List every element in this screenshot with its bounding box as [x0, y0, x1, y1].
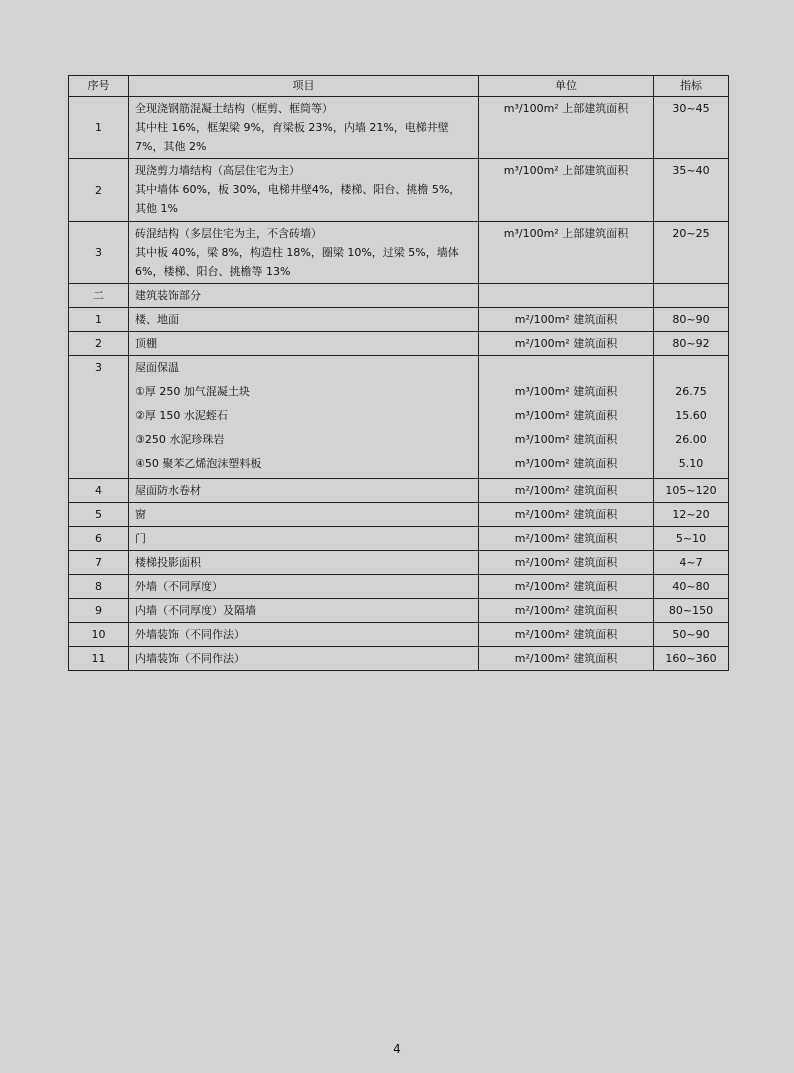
header-item: 项目	[129, 76, 479, 97]
row-no: 8	[69, 575, 129, 599]
row-value: 105~120	[654, 479, 729, 503]
sub-item: ③250 水泥珍珠岩	[135, 433, 225, 446]
row-no: 3	[69, 222, 129, 284]
row-item-line: 其他 1%	[135, 202, 178, 215]
row-item: 内墙（不同厚度）及隔墙	[129, 599, 479, 623]
table-row	[69, 159, 729, 222]
table-row	[69, 356, 729, 479]
row-value: 50~90	[654, 623, 729, 647]
row-value: 160~360	[654, 647, 729, 671]
table-row	[69, 479, 729, 503]
sub-value-blank	[660, 356, 722, 380]
row-item	[129, 222, 479, 284]
row-unit: m²/100m² 建筑面积	[479, 503, 654, 527]
row-value: 4~7	[654, 551, 729, 575]
table-row	[69, 575, 729, 599]
table-header-row	[69, 76, 729, 97]
sub-unit-blank	[485, 356, 647, 380]
table-row	[69, 97, 729, 159]
row-value: 20~25	[654, 222, 729, 284]
sub-value: 26.00	[675, 433, 707, 446]
row-no: 10	[69, 623, 129, 647]
index-table	[68, 75, 729, 671]
row-value: 30~45	[654, 97, 729, 159]
row-item	[129, 356, 479, 479]
row-no: 1	[69, 97, 129, 159]
sub-value: 15.60	[675, 409, 707, 422]
table-row	[69, 527, 729, 551]
row-value: 80~92	[654, 332, 729, 356]
row-item: 窗	[129, 503, 479, 527]
row-unit: m²/100m² 建筑面积	[479, 308, 654, 332]
row-no: 1	[69, 308, 129, 332]
row-item-line: 砖混结构（多层住宅为主，不含砖墙）	[135, 227, 322, 240]
row-no: 11	[69, 647, 129, 671]
sub-value: 26.75	[675, 385, 707, 398]
row-unit: m³/100m² 上部建筑面积	[479, 159, 654, 222]
row-value	[654, 284, 729, 308]
row-unit: m²/100m² 建筑面积	[479, 332, 654, 356]
row-item: 门	[129, 527, 479, 551]
table-row	[69, 623, 729, 647]
header-value: 指标	[654, 76, 729, 97]
row-item-line: 7%，其他 2%	[135, 140, 207, 153]
sub-item: ①厚 250 加气混凝土块	[135, 385, 250, 398]
sub-item: ②厚 150 水泥蛭石	[135, 409, 228, 422]
section-title: 建筑装饰部分	[129, 284, 479, 308]
row-value	[654, 356, 729, 479]
row-item: 外墙装饰（不同作法）	[129, 623, 479, 647]
row-item	[129, 159, 479, 222]
row-item-line: 现浇剪力墙结构（高层住宅为主）	[135, 164, 300, 177]
sub-unit: m³/100m² 建筑面积	[514, 385, 618, 398]
row-no: 9	[69, 599, 129, 623]
row-value: 35~40	[654, 159, 729, 222]
row-item	[129, 97, 479, 159]
row-unit: m³/100m² 上部建筑面积	[479, 222, 654, 284]
header-unit: 单位	[479, 76, 654, 97]
row-unit: m²/100m² 建筑面积	[479, 551, 654, 575]
section-no: 二	[69, 284, 129, 308]
row-no: 4	[69, 479, 129, 503]
row-item-line: 其中柱 16%，框架梁 9%，育梁板 23%，内墙 21%，电梯井壁	[135, 121, 449, 134]
row-item-line: 屋面保温	[135, 361, 179, 374]
row-unit: m³/100m² 上部建筑面积	[479, 97, 654, 159]
row-item: 内墙装饰（不同作法）	[129, 647, 479, 671]
header-no: 序号	[69, 76, 129, 97]
row-unit: m²/100m² 建筑面积	[479, 623, 654, 647]
sub-unit: m³/100m² 建筑面积	[514, 409, 618, 422]
section-row	[69, 284, 729, 308]
row-unit: m²/100m² 建筑面积	[479, 599, 654, 623]
row-unit	[479, 284, 654, 308]
row-item: 楼、地面	[129, 308, 479, 332]
table-row	[69, 308, 729, 332]
row-value: 5~10	[654, 527, 729, 551]
row-unit: m²/100m² 建筑面积	[479, 647, 654, 671]
sub-unit: m³/100m² 建筑面积	[514, 457, 618, 470]
row-item-line: 全现浇钢筋混凝土结构（框剪、框筒等）	[135, 102, 333, 115]
sub-item: ④50 聚苯乙烯泡沫塑料板	[135, 457, 262, 470]
row-unit: m²/100m² 建筑面积	[479, 479, 654, 503]
row-value: 40~80	[654, 575, 729, 599]
row-value: 12~20	[654, 503, 729, 527]
row-unit: m²/100m² 建筑面积	[479, 527, 654, 551]
sub-unit: m³/100m² 建筑面积	[514, 433, 618, 446]
document-sheet	[68, 75, 728, 671]
row-no: 3	[69, 356, 129, 479]
page-number: 4	[393, 1042, 401, 1056]
table-row	[69, 551, 729, 575]
row-item: 屋面防水卷材	[129, 479, 479, 503]
row-item: 楼梯投影面积	[129, 551, 479, 575]
row-item-line: 其中板 40%，梁 8%，构造柱 18%，圈梁 10%，过梁 5%，墙体	[135, 246, 459, 259]
row-no: 5	[69, 503, 129, 527]
sub-value: 5.10	[678, 457, 704, 470]
row-unit: m²/100m² 建筑面积	[479, 575, 654, 599]
table-row	[69, 503, 729, 527]
table-row	[69, 599, 729, 623]
table-row	[69, 332, 729, 356]
row-item-line: 其中墙体 60%，板 30%，电梯井壁4%，楼梯、阳台、挑檐 5%，	[135, 183, 461, 196]
row-unit	[479, 356, 654, 479]
row-item-line: 6%，楼梯、阳台、挑檐等 13%	[135, 265, 291, 278]
row-item: 外墙（不同厚度）	[129, 575, 479, 599]
row-value: 80~150	[654, 599, 729, 623]
row-no: 7	[69, 551, 129, 575]
row-no: 2	[69, 159, 129, 222]
row-value: 80~90	[654, 308, 729, 332]
table-row	[69, 647, 729, 671]
row-no: 6	[69, 527, 129, 551]
row-item: 顶棚	[129, 332, 479, 356]
row-no: 2	[69, 332, 129, 356]
table-row	[69, 222, 729, 284]
